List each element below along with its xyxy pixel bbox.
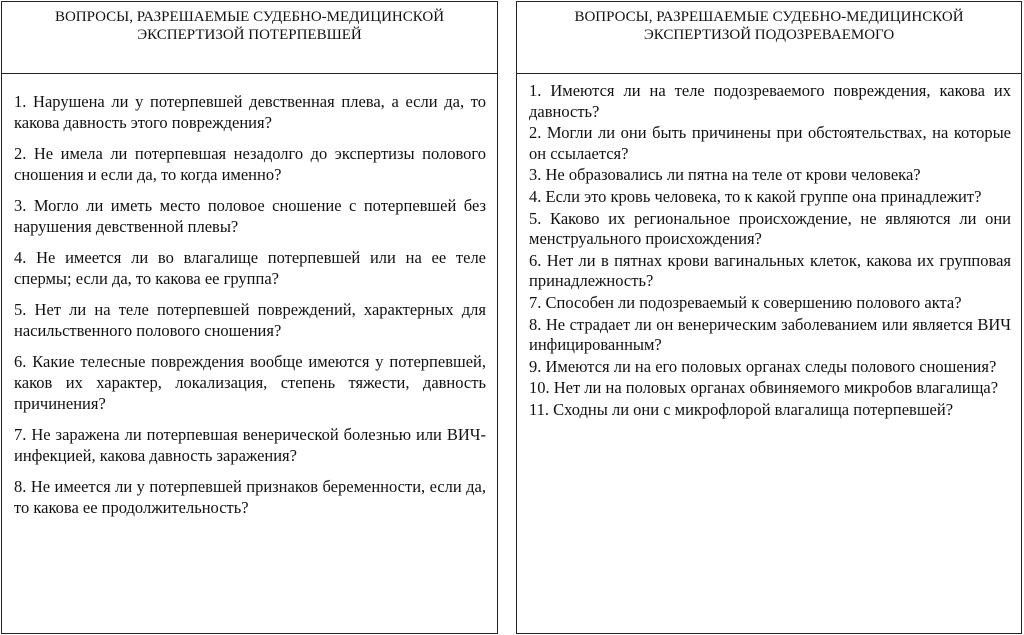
- victim-question-3: 3. Могло ли иметь место половое сношение с потерпевшей без нарушения девственной плевы?: [14, 196, 486, 236]
- victim-question-8: 8. Не имеется ли у потерпевшей признаков беременности, если да, то какова ее продолжительность?: [14, 477, 486, 517]
- victim-question-2: 2. Не имела ли потерпевшая незадолго до экспертизы полового сношения и если да, то когда именно?: [14, 144, 486, 184]
- victim-question-1: 1. Нарушена ли у потерпевшей девственная плева, а если да, то какова давность этого повреждения?: [14, 92, 486, 132]
- victim-panel-header: [2, 2, 497, 74]
- suspect-questions-panel: [516, 1, 1022, 634]
- suspect-question-3: 3. Не образовались ли пятна на теле от крови человека?: [529, 165, 921, 185]
- suspect-panel-header: [517, 2, 1021, 74]
- victim-questions-list: [2, 74, 497, 518]
- suspect-question-6: 6. Нет ли в пятнах крови вагинальных клеток, какова их групповая принадлежность?: [529, 250, 1011, 291]
- victim-title-line-1: ВОПРОСЫ, РАЗРЕШАЕМЫЕ СУДЕБНО-МЕДИЦИНСКОЙ: [54, 9, 445, 25]
- victim-question-4: 4. Не имеется ли во влагалище потерпевшей или на ее теле спермы; если да, то какова ее группа?: [14, 248, 486, 288]
- suspect-question-7: 7. Способен ли подозреваемый к совершению полового акта?: [529, 292, 962, 312]
- suspect-question-4: 4. Если это кровь человека, то к какой группе она принадлежит?: [529, 186, 982, 206]
- victim-question-6: 6. Какие телесные повреждения вообще имеются у потерпевшей, каков их характер, локализация, степень тяжести, давность причинения?: [14, 352, 486, 413]
- suspect-questions-list: [517, 74, 1021, 421]
- suspect-title-line-1: ВОПРОСЫ, РАЗРЕШАЕМЫЕ СУДЕБНО-МЕДИЦИНСКОЙ: [574, 9, 964, 25]
- victim-question-5: 5. Нет ли на теле потерпевшей повреждений, характерных для насильственного полового сношения?: [14, 300, 486, 340]
- suspect-question-9: 9. Имеются ли на его половых органах следы полового сношения?: [529, 356, 997, 376]
- suspect-question-11: 11. Сходны ли они с микрофлорой влагалища потерпевшей?: [529, 399, 954, 419]
- victim-question-7: 7. Не заражена ли потерпевшая венерической болезнью или ВИЧ-инфекцией, какова давность заражения?: [14, 425, 486, 465]
- victim-title-line-2: ЭКСПЕРТИЗОЙ ПОТЕРПЕВШЕЙ: [137, 27, 362, 43]
- suspect-question-10: 10. Нет ли на половых органах обвиняемого микробов влагалища?: [529, 378, 999, 398]
- suspect-question-1: 1. Имеются ли на теле подозреваемого повреждения, какова их давность?: [529, 81, 1011, 121]
- suspect-title-line-2: ЭКСПЕРТИЗОЙ ПОДОЗРЕВАЕМОГО: [643, 27, 895, 43]
- suspect-question-2: 2. Могли ли они быть причинены при обстоятельствах, на которые он ссылается?: [529, 123, 1011, 163]
- suspect-panel-title: [574, 8, 963, 44]
- victim-questions-panel: [1, 1, 498, 634]
- suspect-question-8: 8. Не страдает ли он венерическим заболеванием или является ВИЧ инфицированным?: [529, 314, 1011, 355]
- suspect-question-5: 5. Каково их региональное происхождение, не являются ли они менструального происхождения?: [529, 208, 1011, 249]
- victim-panel-title: [55, 8, 444, 44]
